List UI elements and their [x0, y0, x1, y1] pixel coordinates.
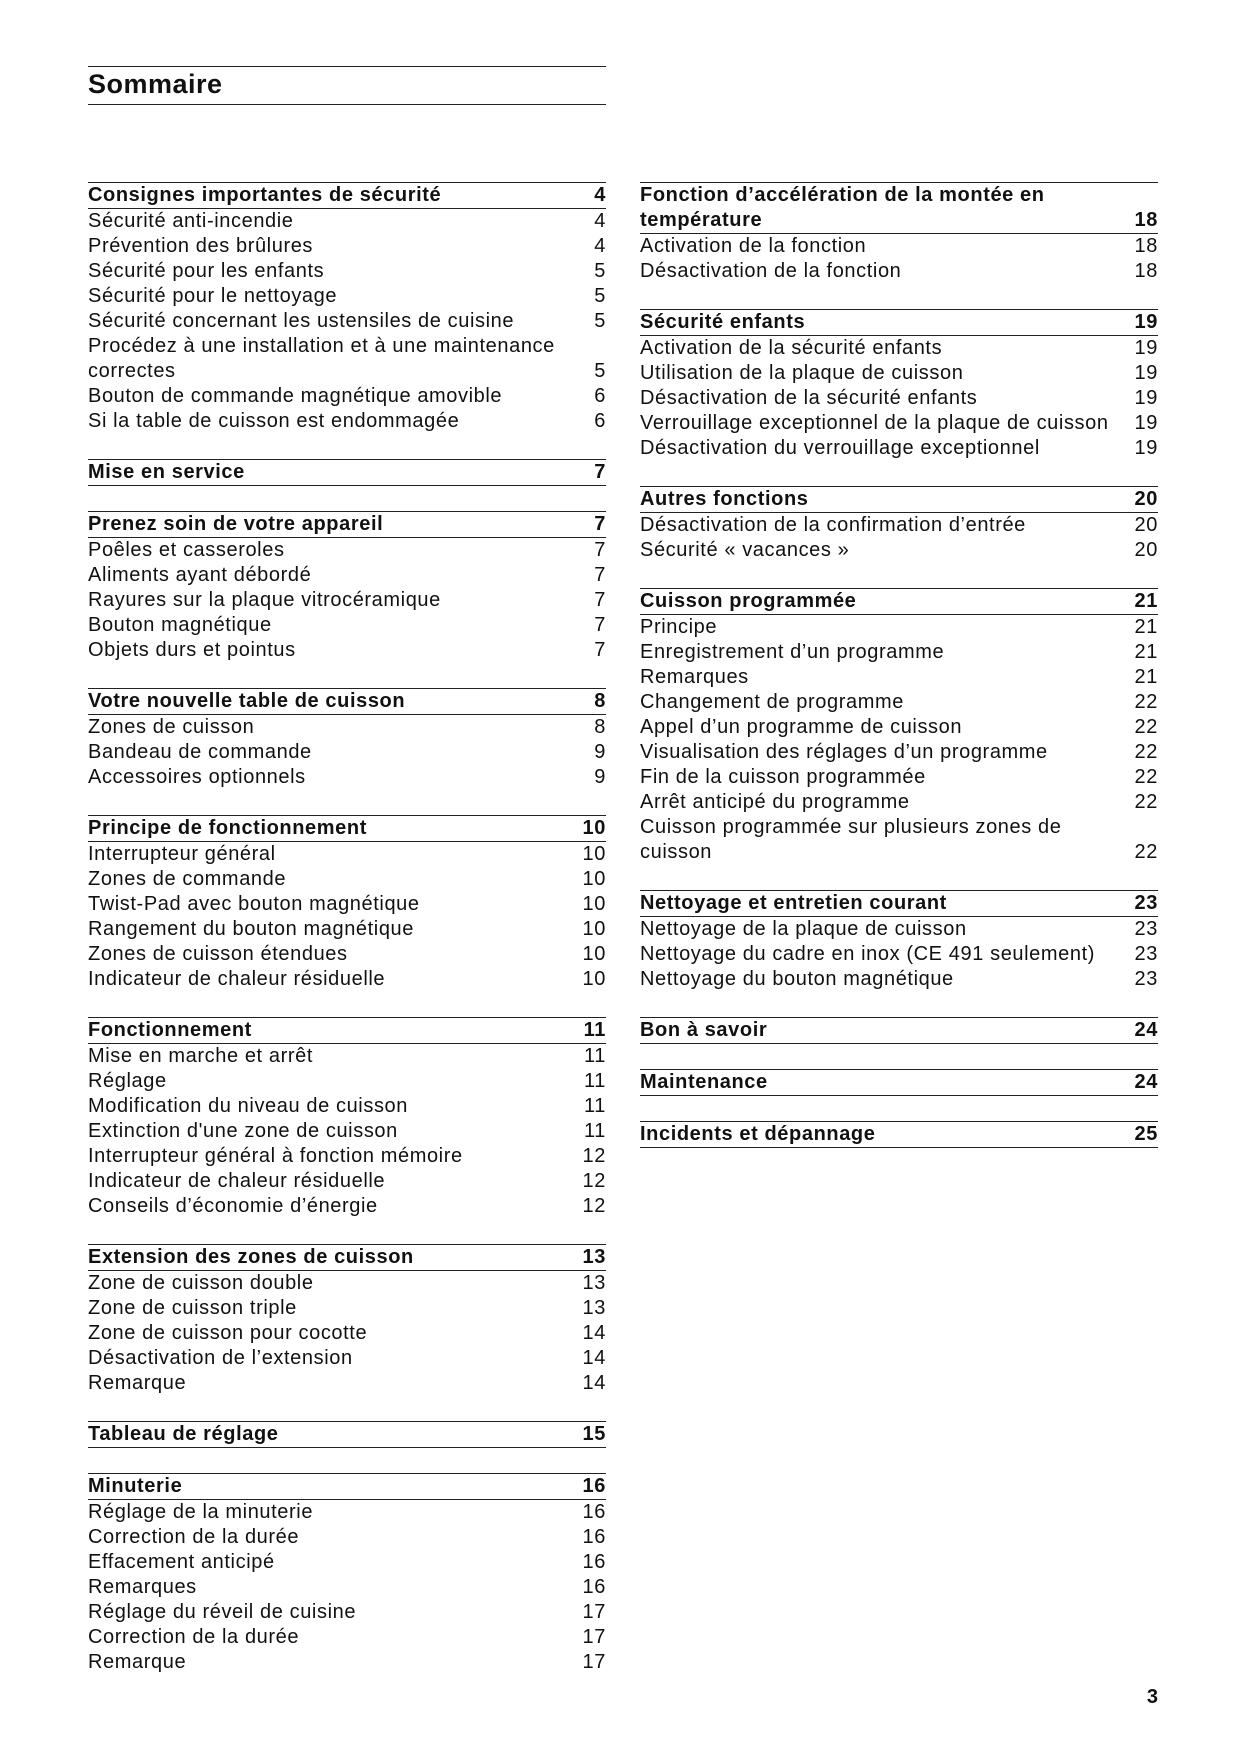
- toc-entry-label: Remarques: [88, 1576, 197, 1598]
- toc-right-column: [640, 182, 1158, 1173]
- toc-entry-page: 5: [594, 360, 606, 382]
- toc-heading-page: 19: [1134, 311, 1158, 333]
- toc-heading[interactable]: [640, 208, 1158, 234]
- toc-section: [640, 182, 1158, 284]
- toc-entry-label: Nettoyage de la plaque de cuisson: [640, 918, 967, 940]
- toc-entry-label: Poêles et casseroles: [88, 539, 285, 561]
- toc-entry-label: Activation de la sécurité enfants: [640, 337, 943, 359]
- toc-entry-label: Utilisation de la plaque de cuisson: [640, 362, 964, 384]
- toc-heading[interactable]: [640, 310, 1158, 336]
- toc-entry[interactable]: [640, 917, 1158, 942]
- toc-entry[interactable]: [640, 765, 1158, 790]
- toc-entry[interactable]: [88, 1575, 606, 1600]
- toc-entry[interactable]: [88, 1500, 606, 1525]
- toc-entry-page: 23: [1134, 943, 1158, 965]
- toc-section: [88, 1017, 606, 1219]
- toc-entry-label: Effacement anticipé: [88, 1551, 275, 1573]
- toc-entry-label: Principe: [640, 616, 718, 638]
- toc-entry-page: 10: [582, 943, 606, 965]
- toc-entry-page: 14: [582, 1347, 606, 1369]
- toc-entry[interactable]: [88, 613, 606, 638]
- toc-section: [640, 588, 1158, 865]
- toc-section: [88, 1473, 606, 1675]
- toc-entry-label: Interrupteur général: [88, 843, 276, 865]
- toc-entry-page: 16: [582, 1501, 606, 1523]
- toc-entry-page: 13: [582, 1272, 606, 1294]
- toc-entry-page: 7: [594, 589, 606, 611]
- toc-entry[interactable]: [640, 815, 1158, 840]
- toc-entry-label: Zones de cuisson: [88, 716, 255, 738]
- toc-section: [88, 182, 606, 434]
- toc-entry[interactable]: [640, 690, 1158, 715]
- toc-entry-page: 17: [582, 1601, 606, 1623]
- toc-entry-page: 6: [594, 385, 606, 407]
- toc-section: [88, 511, 606, 663]
- toc-entry-label: Réglage: [88, 1070, 167, 1092]
- toc-heading-page: 7: [594, 513, 606, 535]
- toc-entry-label: Rangement du bouton magnétique: [88, 918, 415, 940]
- toc-entry-label: Verrouillage exceptionnel de la plaque de cuisson: [640, 412, 1109, 434]
- toc-entry-label: Prévention des brûlures: [88, 235, 314, 257]
- toc-entry-page: 7: [594, 614, 606, 636]
- toc-entry-page: 5: [594, 285, 606, 307]
- toc-entry-label: Sécurité concernant les ustensiles de cuisine: [88, 310, 515, 332]
- toc-entry-page: 23: [1134, 918, 1158, 940]
- toc-entry-page: 11: [584, 1070, 606, 1092]
- toc-entry-label: Nettoyage du bouton magnétique: [640, 968, 954, 990]
- toc-entry[interactable]: [88, 1044, 606, 1069]
- toc-entry-label: Arrêt anticipé du programme: [640, 791, 910, 813]
- toc-entry-label: Bandeau de commande: [88, 741, 312, 763]
- toc-heading-page: 15: [582, 1423, 606, 1445]
- toc-entry-page: 10: [582, 843, 606, 865]
- toc-entry[interactable]: [88, 234, 606, 259]
- toc-left-column: [88, 182, 606, 1700]
- toc-heading[interactable]: [640, 891, 1158, 917]
- toc-entry[interactable]: [88, 409, 606, 434]
- page-title: Sommaire: [88, 69, 223, 99]
- toc-heading-page: 24: [1134, 1071, 1158, 1093]
- toc-entry-label: Remarques: [640, 666, 749, 688]
- toc-entry-label: Désactivation de l’extension: [88, 1347, 353, 1369]
- toc-entry-label: Changement de programme: [640, 691, 904, 713]
- toc-entry-page: 7: [594, 639, 606, 661]
- toc-entry-page: 20: [1134, 539, 1158, 561]
- toc-entry-label: Sécurité pour le nettoyage: [88, 285, 338, 307]
- toc-entry-label: Sécurité pour les enfants: [88, 260, 325, 282]
- toc-heading[interactable]: [88, 512, 606, 538]
- toc-section: [640, 1121, 1158, 1148]
- toc-heading-label: Cuisson programmée: [640, 590, 857, 612]
- toc-section: [640, 1017, 1158, 1044]
- toc-entry[interactable]: [88, 1144, 606, 1169]
- toc-entry-label: Sécurité anti-incendie: [88, 210, 294, 232]
- toc-entry[interactable]: [88, 842, 606, 867]
- toc-heading-page: 7: [594, 461, 606, 483]
- toc-entry[interactable]: [88, 259, 606, 284]
- toc-heading-label: Bon à savoir: [640, 1019, 768, 1041]
- toc-heading-label: Mise en service: [88, 461, 245, 483]
- toc-entry[interactable]: [640, 740, 1158, 765]
- toc-heading-label: Minuterie: [88, 1475, 183, 1497]
- toc-entry-label: Twist-Pad avec bouton magnétique: [88, 893, 420, 915]
- toc-heading[interactable]: [640, 1122, 1158, 1148]
- toc-heading-label: Consignes importantes de sécurité: [88, 184, 442, 206]
- toc-entry[interactable]: [640, 513, 1158, 538]
- toc-entry-label: Désactivation de la fonction: [640, 260, 902, 282]
- toc-heading-page: 8: [594, 690, 606, 712]
- toc-heading-label: Votre nouvelle table de cuisson: [88, 690, 406, 712]
- toc-entry-label: cuisson: [640, 841, 713, 863]
- toc-entry-label: Remarque: [88, 1372, 187, 1394]
- toc-section: [88, 688, 606, 790]
- toc-heading-page: 10: [582, 817, 606, 839]
- toc-entry-page: 7: [594, 564, 606, 586]
- toc-entry[interactable]: [88, 1371, 606, 1396]
- toc-entry-label: Désactivation de la sécurité enfants: [640, 387, 978, 409]
- toc-entry[interactable]: [88, 209, 606, 234]
- toc-entry-page: 17: [582, 1626, 606, 1648]
- toc-entry[interactable]: [88, 1525, 606, 1550]
- toc-heading[interactable]: [88, 1422, 606, 1448]
- toc-entry-page: 21: [1134, 616, 1158, 638]
- toc-entry-label: Appel d’un programme de cuisson: [640, 716, 963, 738]
- toc-entry-label: Zone de cuisson double: [88, 1272, 314, 1294]
- toc-entry-page: 19: [1134, 412, 1158, 434]
- toc-entry[interactable]: [640, 386, 1158, 411]
- toc-heading-page: 24: [1134, 1019, 1158, 1041]
- toc-entry-page: 10: [582, 918, 606, 940]
- toc-entry-label: Désactivation du verrouillage exceptionnel: [640, 437, 1040, 459]
- toc-entry-page: 12: [582, 1145, 606, 1167]
- toc-entry[interactable]: [640, 640, 1158, 665]
- toc-heading[interactable]: [640, 589, 1158, 615]
- toc-entry-page: 4: [594, 210, 606, 232]
- toc-entry-page: 11: [584, 1095, 606, 1117]
- toc-entry[interactable]: [640, 942, 1158, 967]
- toc-entry-page: 22: [1134, 791, 1158, 813]
- toc-entry-page: 5: [594, 260, 606, 282]
- toc-entry-label: Activation de la fonction: [640, 235, 867, 257]
- toc-entry-page: 16: [582, 1551, 606, 1573]
- toc-entry-label: Désactivation de la confirmation d’entrée: [640, 514, 1026, 536]
- toc-entry-page: 18: [1134, 260, 1158, 282]
- toc-entry-page: 10: [582, 968, 606, 990]
- toc-heading[interactable]: [640, 1070, 1158, 1096]
- toc-entry-label: Correction de la durée: [88, 1526, 300, 1548]
- toc-heading-label: Tableau de réglage: [88, 1423, 279, 1445]
- toc-entry-page: 7: [594, 539, 606, 561]
- toc-entry-label: Bouton de commande magnétique amovible: [88, 385, 503, 407]
- toc-entry[interactable]: [88, 1346, 606, 1371]
- toc-entry-label: Zones de commande: [88, 868, 287, 890]
- toc-heading[interactable]: [88, 816, 606, 842]
- toc-entry-page: 12: [582, 1195, 606, 1217]
- toc-entry-page: 14: [582, 1322, 606, 1344]
- toc-entry[interactable]: [88, 284, 606, 309]
- toc-entry[interactable]: [640, 411, 1158, 436]
- toc-entry-page: 10: [582, 893, 606, 915]
- toc-entry[interactable]: [88, 334, 606, 359]
- toc-entry-label: Aliments ayant débordé: [88, 564, 312, 586]
- toc-entry[interactable]: [640, 715, 1158, 740]
- toc-entry-label: Bouton magnétique: [88, 614, 272, 636]
- toc-entry-page: 9: [594, 766, 606, 788]
- toc-entry[interactable]: [88, 538, 606, 563]
- toc-entry[interactable]: [88, 638, 606, 663]
- toc-entry[interactable]: [88, 1169, 606, 1194]
- toc-heading-label: Nettoyage et entretien courant: [640, 892, 947, 914]
- toc-section: [88, 815, 606, 992]
- toc-entry-label: Modification du niveau de cuisson: [88, 1095, 408, 1117]
- toc-entry-page: 19: [1134, 337, 1158, 359]
- toc-heading[interactable]: [640, 183, 1158, 208]
- toc-entry-page: 22: [1134, 766, 1158, 788]
- toc-entry-label: Indicateur de chaleur résiduelle: [88, 968, 386, 990]
- toc-heading-label: Incidents et dépannage: [640, 1123, 876, 1145]
- toc-entry[interactable]: [88, 309, 606, 334]
- toc-section: [640, 890, 1158, 992]
- toc-heading-page: 20: [1134, 488, 1158, 510]
- toc-entry-label: Cuisson programmée sur plusieurs zones de: [640, 816, 1062, 838]
- toc-heading[interactable]: [88, 183, 606, 209]
- toc-heading[interactable]: [88, 689, 606, 715]
- toc-entry-page: 23: [1134, 968, 1158, 990]
- toc-entry[interactable]: [88, 1550, 606, 1575]
- toc-entry-label: Rayures sur la plaque vitrocéramique: [88, 589, 441, 611]
- toc-heading[interactable]: [88, 1018, 606, 1044]
- toc-entry-label: correctes: [88, 360, 176, 382]
- toc-heading-page: 4: [594, 184, 606, 206]
- toc-entry-label: Objets durs et pointus: [88, 639, 296, 661]
- toc-heading-page: 16: [582, 1475, 606, 1497]
- toc-entry-label: Visualisation des réglages d’un programme: [640, 741, 1048, 763]
- toc-entry[interactable]: [88, 563, 606, 588]
- toc-heading-page: 25: [1134, 1123, 1158, 1145]
- toc-entry[interactable]: [88, 765, 606, 790]
- toc-entry[interactable]: [88, 359, 606, 384]
- toc-entry-page: 12: [582, 1170, 606, 1192]
- toc-entry[interactable]: [88, 740, 606, 765]
- toc-heading-page: 18: [1134, 209, 1158, 231]
- toc-entry-page: 14: [582, 1372, 606, 1394]
- toc-entry[interactable]: [640, 665, 1158, 690]
- toc-entry-label: Indicateur de chaleur résiduelle: [88, 1170, 386, 1192]
- toc-entry-page: 22: [1134, 841, 1158, 863]
- toc-entry-label: Zone de cuisson pour cocotte: [88, 1322, 368, 1344]
- toc-entry-label: Remarque: [88, 1651, 187, 1673]
- toc-entry-label: Mise en marche et arrêt: [88, 1045, 313, 1067]
- toc-entry-page: 22: [1134, 741, 1158, 763]
- toc-entry[interactable]: [640, 336, 1158, 361]
- toc-entry-page: 10: [582, 868, 606, 890]
- toc-heading[interactable]: [88, 1245, 606, 1271]
- toc-heading-page: 23: [1134, 892, 1158, 914]
- toc-entry-page: 6: [594, 410, 606, 432]
- toc-section: [640, 309, 1158, 461]
- toc-heading-label: Prenez soin de votre appareil: [88, 513, 384, 535]
- toc-entry-label: Fin de la cuisson programmée: [640, 766, 926, 788]
- toc-entry-label: Procédez à une installation et à une maintenance: [88, 335, 555, 357]
- toc-heading[interactable]: [640, 1018, 1158, 1044]
- toc-entry[interactable]: [640, 234, 1158, 259]
- toc-heading-page: 13: [582, 1246, 606, 1268]
- toc-heading[interactable]: [640, 487, 1158, 513]
- toc-entry-page: 20: [1134, 514, 1158, 536]
- toc-entry-label: Si la table de cuisson est endommagée: [88, 410, 460, 432]
- toc-entry[interactable]: [88, 1069, 606, 1094]
- toc-section: [88, 459, 606, 486]
- toc-entry-label: Sécurité « vacances »: [640, 539, 850, 561]
- toc-entry-label: Réglage du réveil de cuisine: [88, 1601, 357, 1623]
- toc-heading[interactable]: [88, 1474, 606, 1500]
- toc-entry-page: 21: [1134, 641, 1158, 663]
- toc-entry-page: 11: [584, 1045, 606, 1067]
- toc-heading-label: Extension des zones de cuisson: [88, 1246, 414, 1268]
- toc-entry-page: 22: [1134, 716, 1158, 738]
- toc-entry[interactable]: [88, 1271, 606, 1296]
- toc-entry-label: Enregistrement d’un programme: [640, 641, 945, 663]
- toc-entry-page: 11: [584, 1120, 606, 1142]
- toc-entry-label: Réglage de la minuterie: [88, 1501, 314, 1523]
- toc-entry[interactable]: [88, 1194, 606, 1219]
- toc-heading-label: Fonction d’accélération de la montée en: [640, 184, 1045, 206]
- toc-entry-label: Extinction d'une zone de cuisson: [88, 1120, 398, 1142]
- toc-entry-label: Zones de cuisson étendues: [88, 943, 348, 965]
- toc-entry-page: 16: [582, 1526, 606, 1548]
- toc-section: [640, 486, 1158, 563]
- toc-entry-label: Interrupteur général à fonction mémoire: [88, 1145, 463, 1167]
- toc-entry[interactable]: [640, 967, 1158, 992]
- toc-heading-label: Autres fonctions: [640, 488, 809, 510]
- toc-entry[interactable]: [88, 1650, 606, 1675]
- toc-entry[interactable]: [88, 384, 606, 409]
- toc-entry-label: Zone de cuisson triple: [88, 1297, 297, 1319]
- toc-heading-label: température: [640, 209, 763, 231]
- toc-heading[interactable]: [88, 460, 606, 486]
- toc-entry-page: 19: [1134, 437, 1158, 459]
- toc-entry-page: 9: [594, 741, 606, 763]
- toc-entry-page: 18: [1134, 235, 1158, 257]
- toc-heading-label: Principe de fonctionnement: [88, 817, 367, 839]
- toc-entry[interactable]: [88, 917, 606, 942]
- toc-entry[interactable]: [88, 1296, 606, 1321]
- toc-entry[interactable]: [88, 1119, 606, 1144]
- toc-entry-page: 13: [582, 1297, 606, 1319]
- toc-entry[interactable]: [88, 1625, 606, 1650]
- toc-entry-label: Conseils d’économie d’énergie: [88, 1195, 378, 1217]
- toc-entry[interactable]: [88, 1600, 606, 1625]
- toc-entry[interactable]: [640, 361, 1158, 386]
- toc-entry[interactable]: [88, 1321, 606, 1346]
- toc-section: [88, 1421, 606, 1448]
- toc-entry[interactable]: [640, 259, 1158, 284]
- toc-entry-label: Nettoyage du cadre en inox (CE 491 seulement): [640, 943, 1096, 965]
- toc-heading-page: 21: [1134, 590, 1158, 612]
- page-number: 3: [1146, 1686, 1158, 1708]
- toc-entry-page: 16: [582, 1576, 606, 1598]
- toc-entry-page: 4: [594, 235, 606, 257]
- toc-entry[interactable]: [88, 892, 606, 917]
- toc-entry-page: 17: [582, 1651, 606, 1673]
- toc-heading-label: Fonctionnement: [88, 1019, 252, 1041]
- toc-entry-page: 5: [594, 310, 606, 332]
- toc-entry[interactable]: [88, 715, 606, 740]
- toc-heading-label: Maintenance: [640, 1071, 768, 1093]
- toc-entry-page: 22: [1134, 691, 1158, 713]
- toc-entry[interactable]: [88, 867, 606, 892]
- toc-entry[interactable]: [88, 967, 606, 992]
- toc-entry[interactable]: [640, 615, 1158, 640]
- toc-entry[interactable]: [88, 1094, 606, 1119]
- toc-entry[interactable]: [88, 588, 606, 613]
- toc-entry-page: 19: [1134, 387, 1158, 409]
- toc-entry-page: 8: [594, 716, 606, 738]
- toc-entry[interactable]: [640, 538, 1158, 563]
- toc-entry-page: 21: [1134, 666, 1158, 688]
- toc-entry-label: Accessoires optionnels: [88, 766, 306, 788]
- toc-section: [88, 1244, 606, 1396]
- toc-heading-page: 11: [583, 1019, 606, 1041]
- toc-heading-label: Sécurité enfants: [640, 311, 806, 333]
- toc-section: [640, 1069, 1158, 1096]
- title-block: [88, 66, 606, 105]
- toc-entry[interactable]: [88, 942, 606, 967]
- toc-entry-label: Correction de la durée: [88, 1626, 300, 1648]
- toc-entry[interactable]: [640, 436, 1158, 461]
- toc-entry-page: 19: [1134, 362, 1158, 384]
- toc-entry[interactable]: [640, 790, 1158, 815]
- toc-entry[interactable]: [640, 840, 1158, 865]
